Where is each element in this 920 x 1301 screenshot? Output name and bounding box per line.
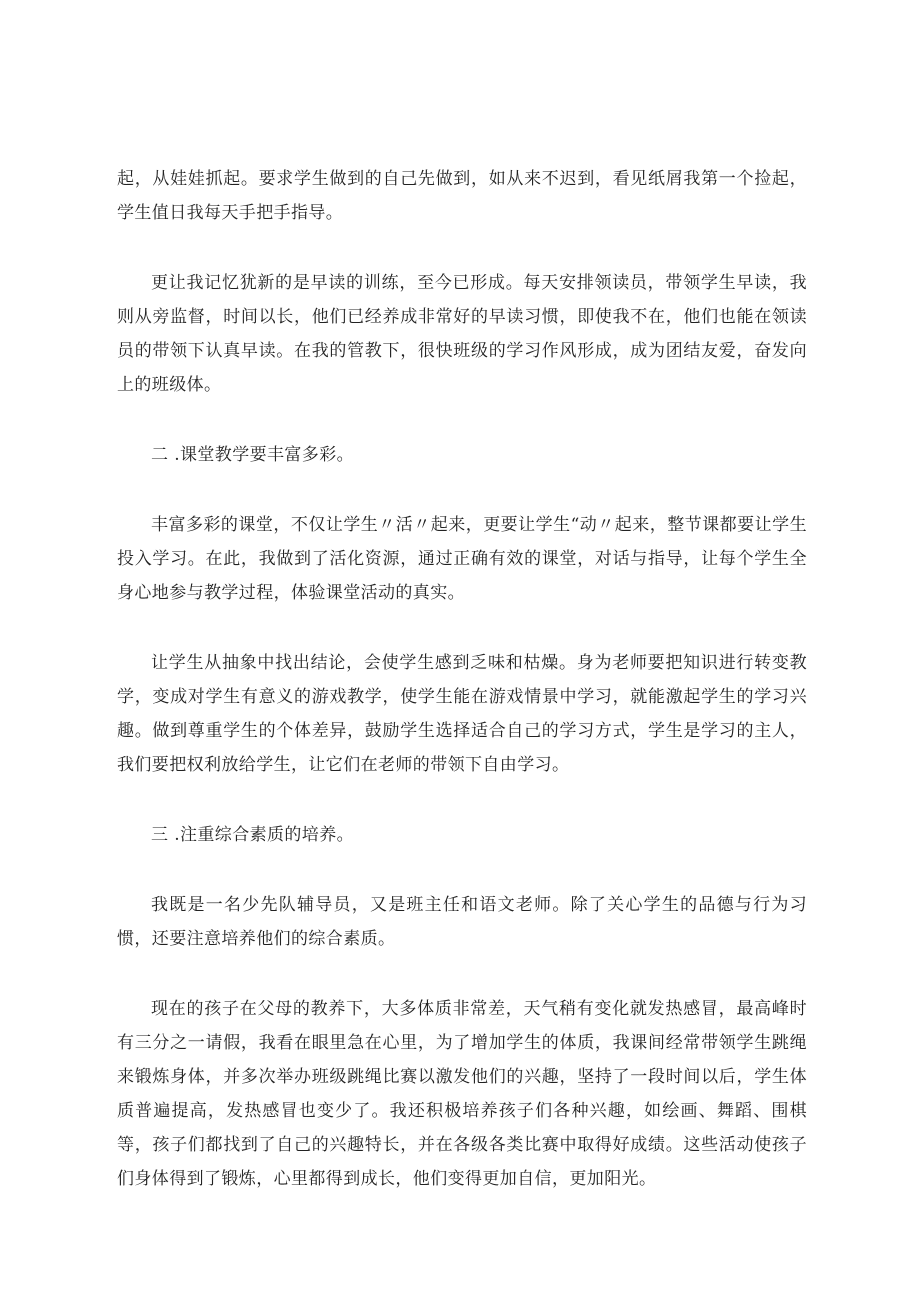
section-heading-three: 三 .注重综合素质的培养。 [151, 825, 355, 845]
paragraph-physical-fitness: 现在的孩子在父母的教养下，大多体质非常差，天气稍有变化就发热感冒，最高峰时有三分之一请假，我看在眼里急在心里，为了增加学生的体质，我课间经常带领学生跳绳来锻炼身体，并多次举办班级跳绳比赛以激发他们的兴趣，坚持了一段时间以后，学生体质普遍提高，发热感冒也变少了。我还积极培养孩子们各种兴趣，如绘画、舞蹈、围棋等，孩子们都找到了自己的兴趣特长，并在各级各类比赛中取得好成绩。这些活动使孩子们身体得到了锻炼，心里都得到成长，他们变得更加自信，更加阳光。 [117, 999, 807, 1189]
document-body [117, 162, 807, 1232]
paragraph-continuation: 起，从娃娃抓起。要求学生做到的自己先做到，如从来不迟到，看见纸屑我第一个捡起，学生值日我每天手把手指导。 [117, 169, 807, 223]
paragraph-morning-reading: 更让我记忆犹新的是早读的训练，至今已形成。每天安排领读员，带领学生早读，我则从旁监督，时间以长，他们已经养成非常好的早读习惯，即使我不在，他们也能在领读员的带领下认真早读。在我的管教下，很快班级的学习作风形成，成为团结友爱，奋发向上的班级体。 [117, 273, 807, 395]
paragraph-roles: 我既是一名少先队辅导员，又是班主任和语文老师。除了关心学生的品德与行为习惯，还要注意培养他们的综合素质。 [117, 895, 807, 949]
paragraph-rich-classroom: 丰富多彩的课堂，不仅让学生〃活〃起来，更要让学生“动〃起来，整节课都要让学生投入学习。在此，我做到了活化资源，通过正确有效的课堂，对话与指导，让每个学生全身心地参与教学过程，体验课堂活动的真实。 [117, 515, 807, 603]
paragraph-game-teaching: 让学生从抽象中找出结论，会使学生感到乏味和枯燥。身为老师要把知识进行转变教学，变成对学生有意义的游戏教学，使学生能在游戏情景中学习，就能激起学生的学习兴趣。做到尊重学生的个体差异，鼓励学生选择适合自己的学习方式，学生是学习的主人，我们要把权利放给学生，让它们在老师的带领下自由学习。 [117, 653, 807, 775]
section-heading-two: 二 .课堂教学要丰富多彩。 [151, 445, 355, 465]
